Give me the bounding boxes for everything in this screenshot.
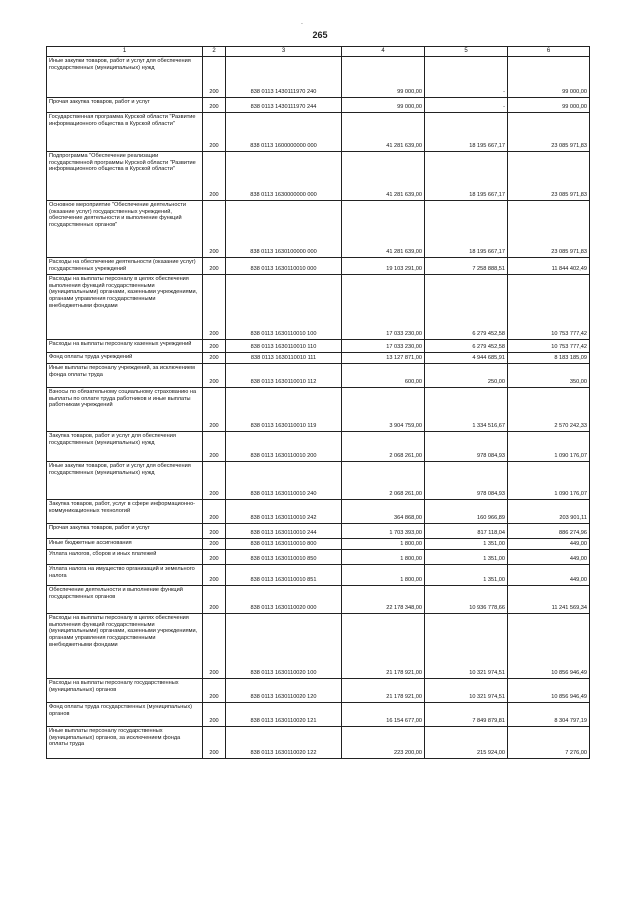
row-value-col4: 1 800,00	[342, 550, 425, 565]
row-classification-code: 838 0113 1630110010 242	[226, 500, 342, 524]
header-row	[47, 47, 590, 57]
row-name: Расходы на обеспечение деятельности (оказание услуг) государственных учреждений	[47, 258, 203, 275]
header-col-4: 4	[342, 47, 425, 57]
row-value-col6: 23 085 971,83	[508, 201, 590, 258]
row-value-col5: 6 279 452,58	[425, 275, 508, 340]
row-value-col5: 10 321 974,51	[425, 614, 508, 679]
row-value-col4: 600,00	[342, 364, 425, 388]
row-name: Обеспечение деятельности и выполнение функций государственных органов	[47, 586, 203, 614]
table-row	[47, 565, 590, 586]
row-value-col6: 8 304 797,19	[508, 703, 590, 727]
row-name: Расходы на выплаты персоналу в целях обеспечения выполнения функций государственными (муниципальными) органами, казенными учреждениями, органами управления государственными внебюджетными фондами	[47, 614, 203, 679]
row-classification-code: 838 0113 1630110010 100	[226, 275, 342, 340]
row-name: Прочая закупка товаров, работ и услуг	[47, 524, 203, 539]
row-name: Иные закупки товаров, работ и услуг для обеспечения государственных (муниципальных) нужд	[47, 462, 203, 500]
row-name: Закупка товаров, работ, услуг в сфере информационно-коммуникационных технологий	[47, 500, 203, 524]
row-value-col5: 4 944 685,91	[425, 353, 508, 364]
row-name: Фонд оплаты труда государственных (муниципальных) органов	[47, 703, 203, 727]
table-row	[47, 201, 590, 258]
row-value-col4: 99 000,00	[342, 98, 425, 113]
row-name: Фонд оплаты труда учреждений	[47, 353, 203, 364]
row-name: Иные бюджетные ассигнования	[47, 539, 203, 550]
row-classification-code: 838 0113 1430111970 244	[226, 98, 342, 113]
table-row	[47, 388, 590, 432]
row-value-col6: 23 085 971,83	[508, 152, 590, 201]
row-value-col4: 1 703 393,00	[342, 524, 425, 539]
row-value-col5: 817 118,04	[425, 524, 508, 539]
table-header	[47, 47, 590, 57]
row-value-col5: 160 966,89	[425, 500, 508, 524]
row-value-col6: 11 844 402,49	[508, 258, 590, 275]
row-name: Государственная программа Курской области "Развитие информационного общества в Курской области"	[47, 113, 203, 152]
row-code: 200	[203, 340, 226, 353]
row-classification-code: 838 0113 1630110010 119	[226, 388, 342, 432]
table-row	[47, 524, 590, 539]
row-code: 200	[203, 524, 226, 539]
row-name: Взносы по обязательному социальному страхованию на выплаты по оплате труда работников и иные выплаты работникам учреждений	[47, 388, 203, 432]
row-classification-code: 838 0113 1630110010 000	[226, 258, 342, 275]
header-col-2: 2	[203, 47, 226, 57]
row-value-col4: 16 154 677,00	[342, 703, 425, 727]
table-row	[47, 586, 590, 614]
row-code: 200	[203, 500, 226, 524]
row-value-col5: 18 195 667,17	[425, 201, 508, 258]
row-value-col6: 10 753 777,42	[508, 340, 590, 353]
page-number: 265	[312, 30, 328, 40]
row-value-col6: 449,00	[508, 565, 590, 586]
row-value-col4: 21 178 921,00	[342, 679, 425, 703]
row-code: 200	[203, 462, 226, 500]
row-code: 200	[203, 703, 226, 727]
row-value-col5: 1 334 516,67	[425, 388, 508, 432]
row-value-col6: 886 274,96	[508, 524, 590, 539]
table-row	[47, 57, 590, 98]
table-row	[47, 98, 590, 113]
row-value-col6: 1 090 176,07	[508, 432, 590, 462]
row-value-col4: 223 200,00	[342, 727, 425, 759]
row-value-col6: 8 183 185,09	[508, 353, 590, 364]
row-value-col4: 41 281 639,00	[342, 201, 425, 258]
table-row	[47, 500, 590, 524]
table-row	[47, 462, 590, 500]
row-value-col6: 10 753 777,42	[508, 275, 590, 340]
row-value-col5: 215 924,00	[425, 727, 508, 759]
row-classification-code: 838 0113 1630110010 800	[226, 539, 342, 550]
row-name: Подпрограмма "Обеспечение реализации государственной программы Курской области "Развитие информационного общества в Курской области"	[47, 152, 203, 201]
row-classification-code: 838 0113 1630110020 121	[226, 703, 342, 727]
row-classification-code: 838 0113 1630110010 111	[226, 353, 342, 364]
row-name: Уплата налогов, сборов и иных платежей	[47, 550, 203, 565]
row-value-col4: 41 281 639,00	[342, 152, 425, 201]
row-value-col4: 21 178 921,00	[342, 614, 425, 679]
row-code: 200	[203, 152, 226, 201]
row-name: Уплата налога на имущество организаций и земельного налога	[47, 565, 203, 586]
row-code: 200	[203, 275, 226, 340]
table-row	[47, 614, 590, 679]
row-value-col4: 17 033 230,00	[342, 340, 425, 353]
row-value-col5: 978 084,93	[425, 462, 508, 500]
row-value-col6: 10 856 946,49	[508, 614, 590, 679]
row-classification-code: 838 0113 1630110010 200	[226, 432, 342, 462]
row-code: 200	[203, 432, 226, 462]
table-row	[47, 727, 590, 759]
row-code: 200	[203, 727, 226, 759]
row-value-col4: 1 800,00	[342, 539, 425, 550]
row-code: 200	[203, 353, 226, 364]
row-name: Иные закупки товаров, работ и услуг для обеспечения государственных (муниципальных) нужд	[47, 57, 203, 98]
row-classification-code: 838 0113 1630110010 851	[226, 565, 342, 586]
row-code: 200	[203, 98, 226, 113]
row-value-col5: -	[425, 98, 508, 113]
row-value-col5: 10 936 778,66	[425, 586, 508, 614]
row-code: 200	[203, 57, 226, 98]
table-row	[47, 152, 590, 201]
row-classification-code: 838 0113 1600000000 000	[226, 113, 342, 152]
row-classification-code: 838 0113 1630110010 240	[226, 462, 342, 500]
row-name: Основное мероприятие "Обеспечение деятельности (оказание услуг) государственных учреждений, обеспечение деятельности и выполнение функций государственных органов"	[47, 201, 203, 258]
row-value-col6: 449,00	[508, 539, 590, 550]
row-value-col5: -	[425, 57, 508, 98]
table-row	[47, 679, 590, 703]
row-value-col5: 7 258 888,51	[425, 258, 508, 275]
row-classification-code: 838 0113 1630110010 850	[226, 550, 342, 565]
row-code: 200	[203, 258, 226, 275]
row-value-col6: 99 000,00	[508, 57, 590, 98]
row-value-col5: 18 195 667,17	[425, 152, 508, 201]
row-value-col6: 10 856 946,49	[508, 679, 590, 703]
page-mark: .	[301, 19, 303, 26]
row-code: 200	[203, 388, 226, 432]
row-code: 200	[203, 364, 226, 388]
row-value-col4: 1 800,00	[342, 565, 425, 586]
row-value-col6: 203 901,11	[508, 500, 590, 524]
row-code: 200	[203, 201, 226, 258]
row-value-col6: 11 241 569,34	[508, 586, 590, 614]
row-value-col6: 449,00	[508, 550, 590, 565]
row-code: 200	[203, 586, 226, 614]
row-classification-code: 838 0113 1630110010 244	[226, 524, 342, 539]
row-value-col4: 13 127 871,00	[342, 353, 425, 364]
row-value-col4: 22 178 348,00	[342, 586, 425, 614]
row-code: 200	[203, 614, 226, 679]
row-classification-code: 838 0113 1630110020 120	[226, 679, 342, 703]
row-name: Иные выплаты персоналу государственных (муниципальных) органов, за исключением фонда оплаты труда	[47, 727, 203, 759]
table-row	[47, 275, 590, 340]
row-name: Расходы на выплаты персоналу казенных учреждений	[47, 340, 203, 353]
row-value-col6: 23 085 971,83	[508, 113, 590, 152]
table-row	[47, 703, 590, 727]
row-code: 200	[203, 550, 226, 565]
row-value-col5: 18 195 667,17	[425, 113, 508, 152]
row-name: Иные выплаты персоналу учреждений, за исключением фонда оплаты труда	[47, 364, 203, 388]
row-value-col4: 99 000,00	[342, 57, 425, 98]
row-name: Закупка товаров, работ и услуг для обеспечения государственных (муниципальных) нужд	[47, 432, 203, 462]
budget-table	[46, 46, 590, 759]
row-name: Расходы на выплаты персоналу государственных (муниципальных) органов	[47, 679, 203, 703]
header-col-5: 5	[425, 47, 508, 57]
row-code: 200	[203, 679, 226, 703]
row-value-col4: 19 103 291,00	[342, 258, 425, 275]
header-col-1: 1	[47, 47, 203, 57]
row-value-col5: 1 351,00	[425, 565, 508, 586]
table-row	[47, 364, 590, 388]
row-classification-code: 838 0113 1430111970 240	[226, 57, 342, 98]
row-value-col4: 3 904 759,00	[342, 388, 425, 432]
row-code: 200	[203, 539, 226, 550]
table-row	[47, 432, 590, 462]
row-value-col4: 2 068 261,00	[342, 462, 425, 500]
table-row	[47, 353, 590, 364]
row-value-col6: 7 276,00	[508, 727, 590, 759]
row-classification-code: 838 0113 1630110020 000	[226, 586, 342, 614]
row-value-col5: 7 849 879,81	[425, 703, 508, 727]
row-value-col6: 1 090 176,07	[508, 462, 590, 500]
table-row	[47, 550, 590, 565]
table-row	[47, 539, 590, 550]
row-value-col5: 6 279 452,58	[425, 340, 508, 353]
row-classification-code: 838 0113 1630110020 122	[226, 727, 342, 759]
row-classification-code: 838 0113 1630100000 000	[226, 201, 342, 258]
row-value-col5: 1 351,00	[425, 539, 508, 550]
row-value-col4: 364 868,00	[342, 500, 425, 524]
row-code: 200	[203, 565, 226, 586]
row-value-col5: 10 321 974,51	[425, 679, 508, 703]
row-name: Расходы на выплаты персоналу в целях обеспечения выполнения функций государственными (муниципальными) органами, казенными учреждениями, органами управления государственными внебюджетными фондами	[47, 275, 203, 340]
row-code: 200	[203, 113, 226, 152]
row-name: Прочая закупка товаров, работ и услуг	[47, 98, 203, 113]
table-body	[47, 57, 590, 759]
table-row	[47, 113, 590, 152]
row-value-col6: 99 000,00	[508, 98, 590, 113]
table-row	[47, 340, 590, 353]
row-classification-code: 838 0113 1630110010 112	[226, 364, 342, 388]
row-classification-code: 838 0113 1630110020 100	[226, 614, 342, 679]
row-value-col4: 17 033 230,00	[342, 275, 425, 340]
row-classification-code: 838 0113 1630110010 110	[226, 340, 342, 353]
header-col-3: 3	[226, 47, 342, 57]
header-col-6: 6	[508, 47, 590, 57]
row-value-col6: 350,00	[508, 364, 590, 388]
row-value-col4: 41 281 639,00	[342, 113, 425, 152]
row-classification-code: 838 0113 1630000000 000	[226, 152, 342, 201]
row-value-col5: 250,00	[425, 364, 508, 388]
row-value-col5: 1 351,00	[425, 550, 508, 565]
row-value-col6: 2 570 242,33	[508, 388, 590, 432]
table-row	[47, 258, 590, 275]
row-value-col5: 978 084,93	[425, 432, 508, 462]
row-value-col4: 2 068 261,00	[342, 432, 425, 462]
